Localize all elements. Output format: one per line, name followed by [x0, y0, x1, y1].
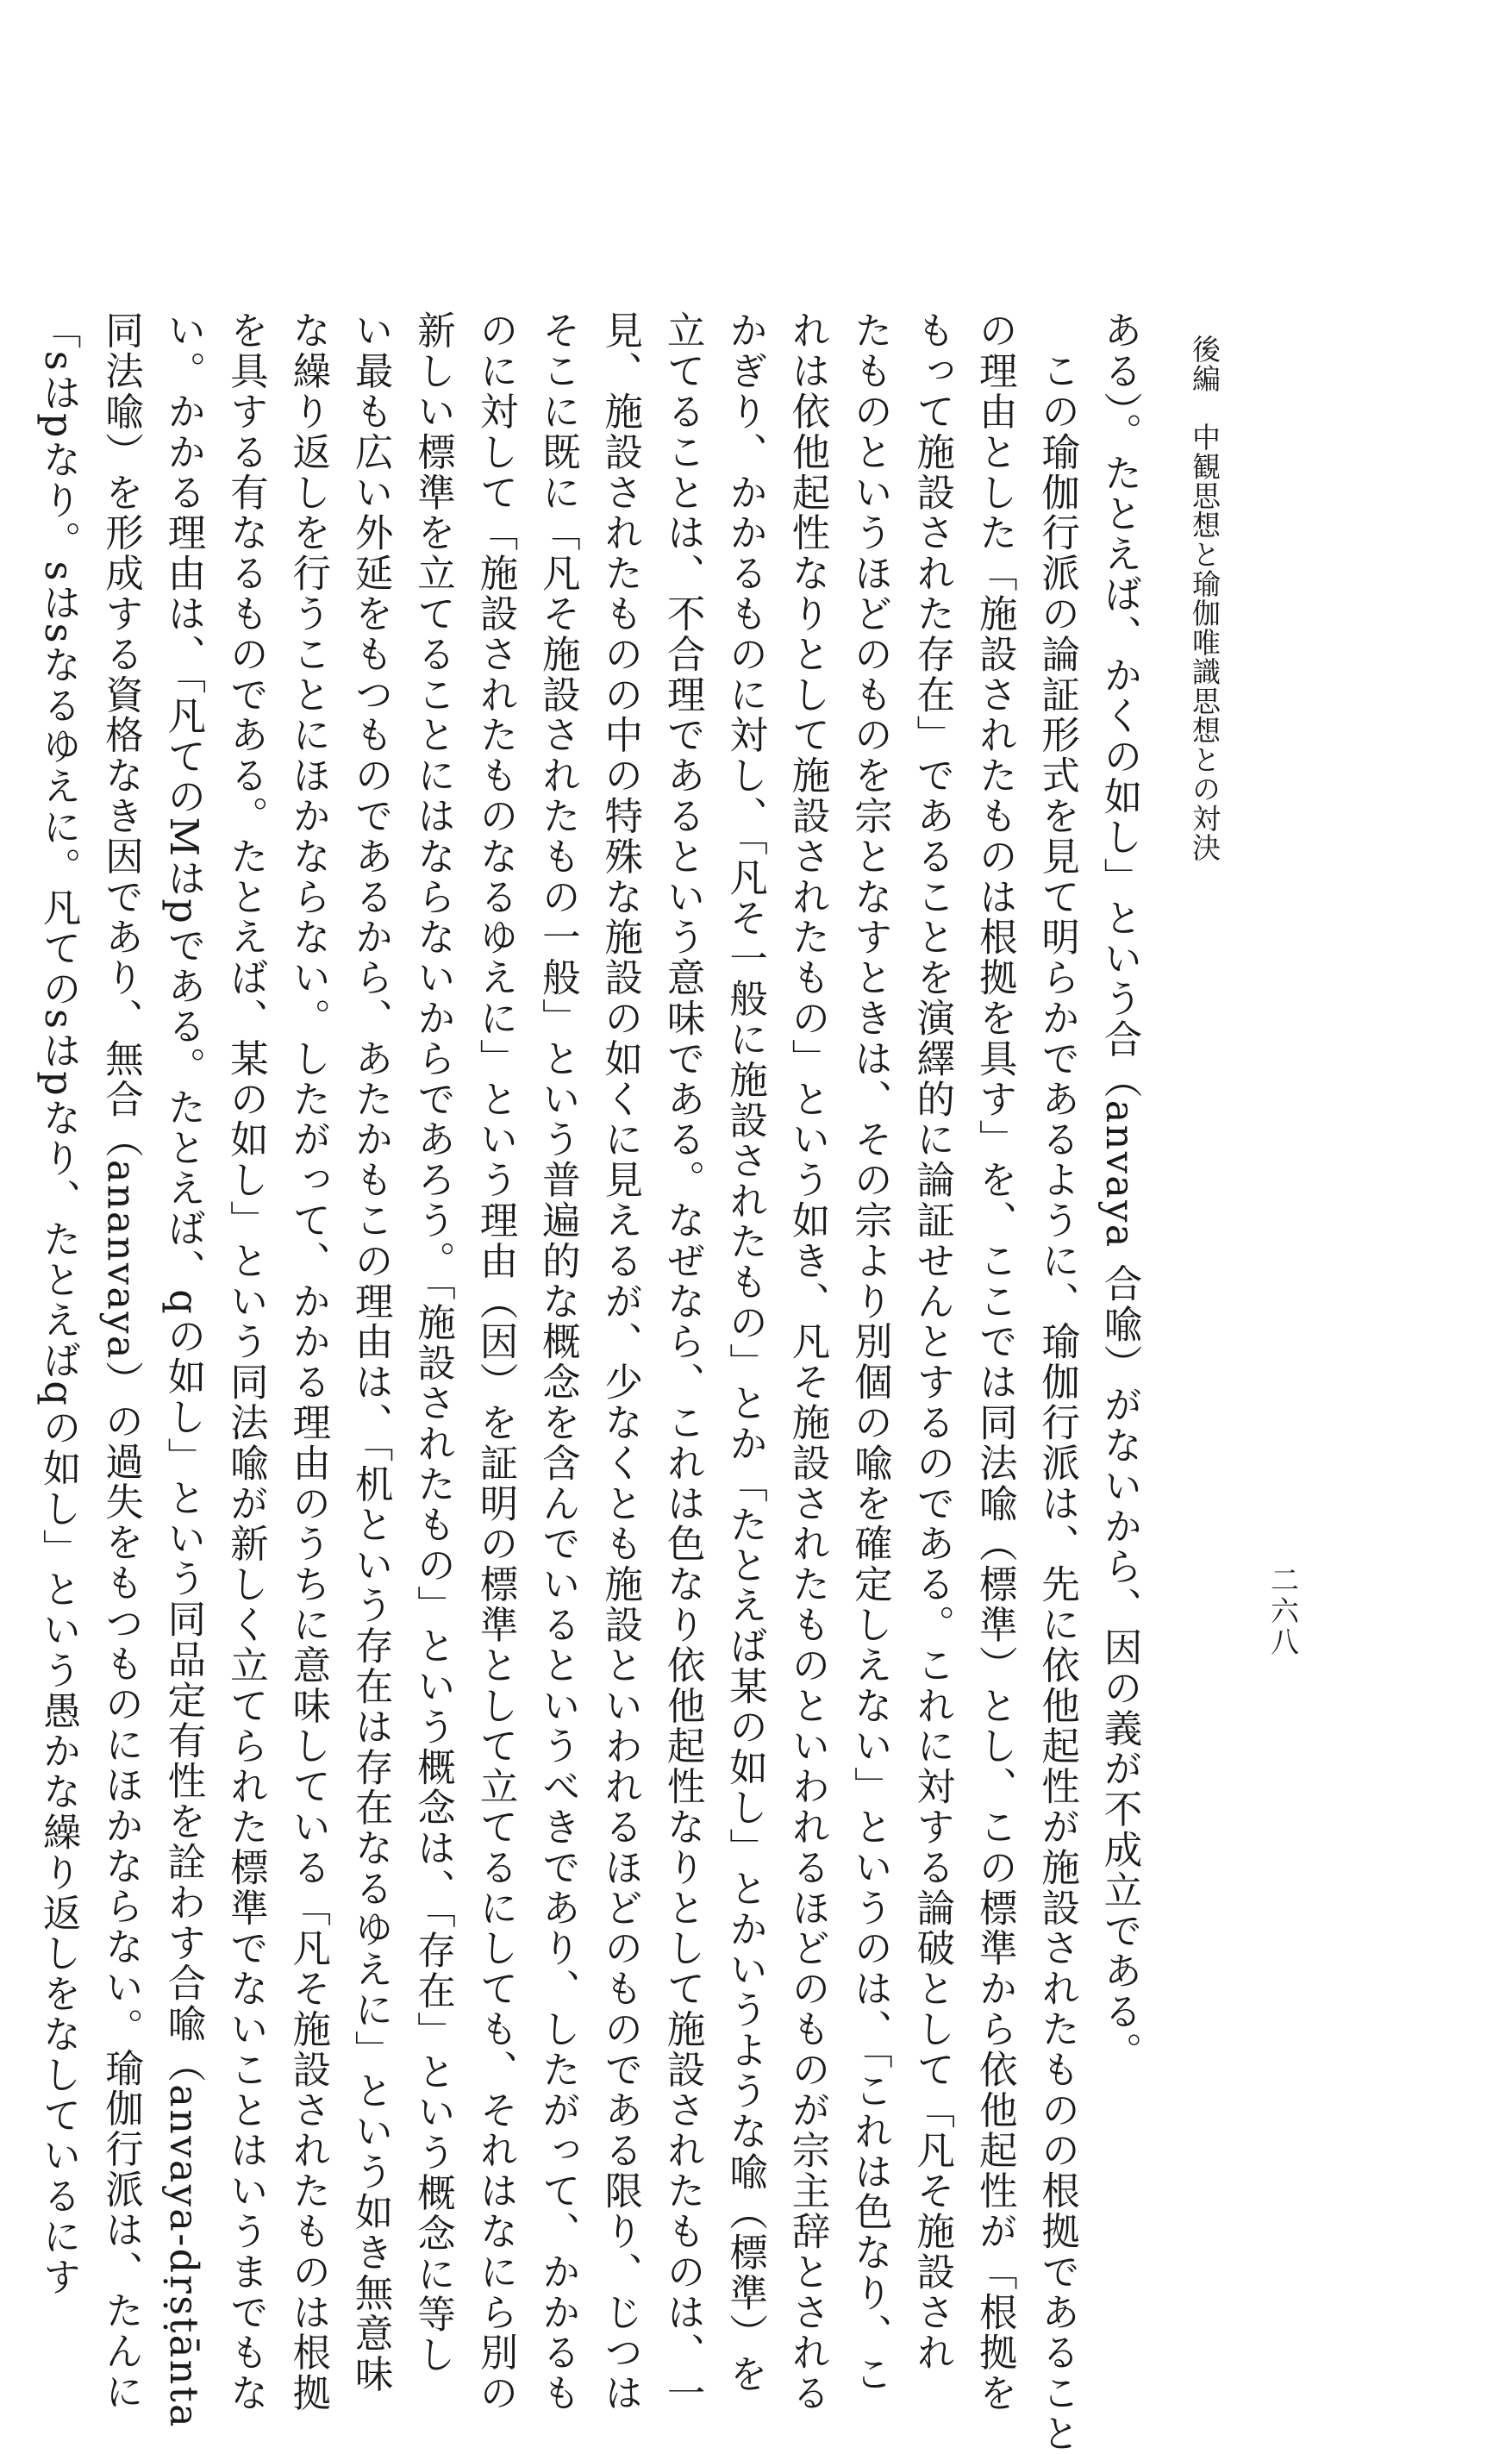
text-line: 立てることは、不合理であるという意味である。なぜなら、これは色なり依他起性なりとして施設されたものは、一 [660, 310, 705, 2413]
running-header-title: 後編 中観思想と瑜伽唯識思想との対決 [1188, 335, 1221, 862]
text-line: の理由とした「施設されたものは根拠を具す」を、ここでは同法喩（標準）とし、この標準から依他起性が「根拠を [972, 310, 1017, 2413]
text-line: のに対して「施設されたものなるゆえに」という理由（因）を証明の標準として立てるにしても、それはなにら別の [472, 310, 517, 2413]
text-line: この瑜伽行派の論証形式を見て明らかであるように、瑜伽行派は、先に依他起性が施設されたものの根拠であること [1034, 310, 1079, 2454]
text-line: 新しい標準を立てることにはならないからであろう。「施設されたもの」という概念は、「存在」という概念に等し [410, 310, 455, 2376]
text-line: な繰り返しを行うことにほかならない。したがって、かかる理由のうちに意味している「凡そ施設されたものは根拠 [285, 310, 330, 2413]
text-line: ある）。たとえば、かくの如し」という合（anvaya 合喩）がないから、因の義が不成立である。 [1097, 310, 1141, 2073]
page-number: 二六八 [1266, 1565, 1300, 1658]
text-line: い。かかる理由は、「凡てのMはpである。たとえば、qの如し」という同品定有性を詮わす合喩（anvaya-dṛṣṭānta [160, 310, 205, 2429]
text-line: そこに既に「凡そ施設されたもの一般」という普遍的な概念を含んでいるというべきであり、したがって、かかるも [535, 310, 580, 2413]
text-line: 見、施設されたものの中の特殊な施設の如くに見えるが、少なくとも施設といわれるほどのものである限り、じつは [597, 310, 642, 2413]
text-line: 「sはpなり。sはsなるゆえに。凡てのsはpなり、たとえばqの如し」という愚かな繰り返しをなしているにす [36, 310, 81, 2298]
body-text [36, 310, 1150, 2454]
text-line: たものというほどのものを宗となすときは、その宗より別個の喩を確定しえない」というのは、「これは色なり、こ [847, 310, 892, 2395]
text-line: を具する有なるものである。たとえば、某の如し」という同法喩が新しく立てられた標準でないことはいうまでもな [223, 310, 268, 2413]
text-line: 同法喩）を形成する資格なき因であり、無合（ananvaya）の過失をもつものにほかならない。瑜伽行派は、たんに [98, 310, 143, 2413]
text-line: れは依他起性なりとして施設されたもの」という如き、凡そ施設されたものといわれるほどのものが宗主辞とされる [784, 310, 829, 2413]
text-line: もって施設された存在」であることを演繹的に論証せんとするのである。これに対する論破として「凡そ施設され [909, 310, 954, 2373]
text-line: かぎり、かかるものに対し、「凡そ一般に施設されたもの」とか「たとえば某の如し」とかいうような喩（標準）を [722, 310, 767, 2395]
text-line: い最も広い外延をもつものであるから、あたかもこの理由は、「机という存在は存在なるゆえに」という如き無意味 [348, 310, 393, 2395]
